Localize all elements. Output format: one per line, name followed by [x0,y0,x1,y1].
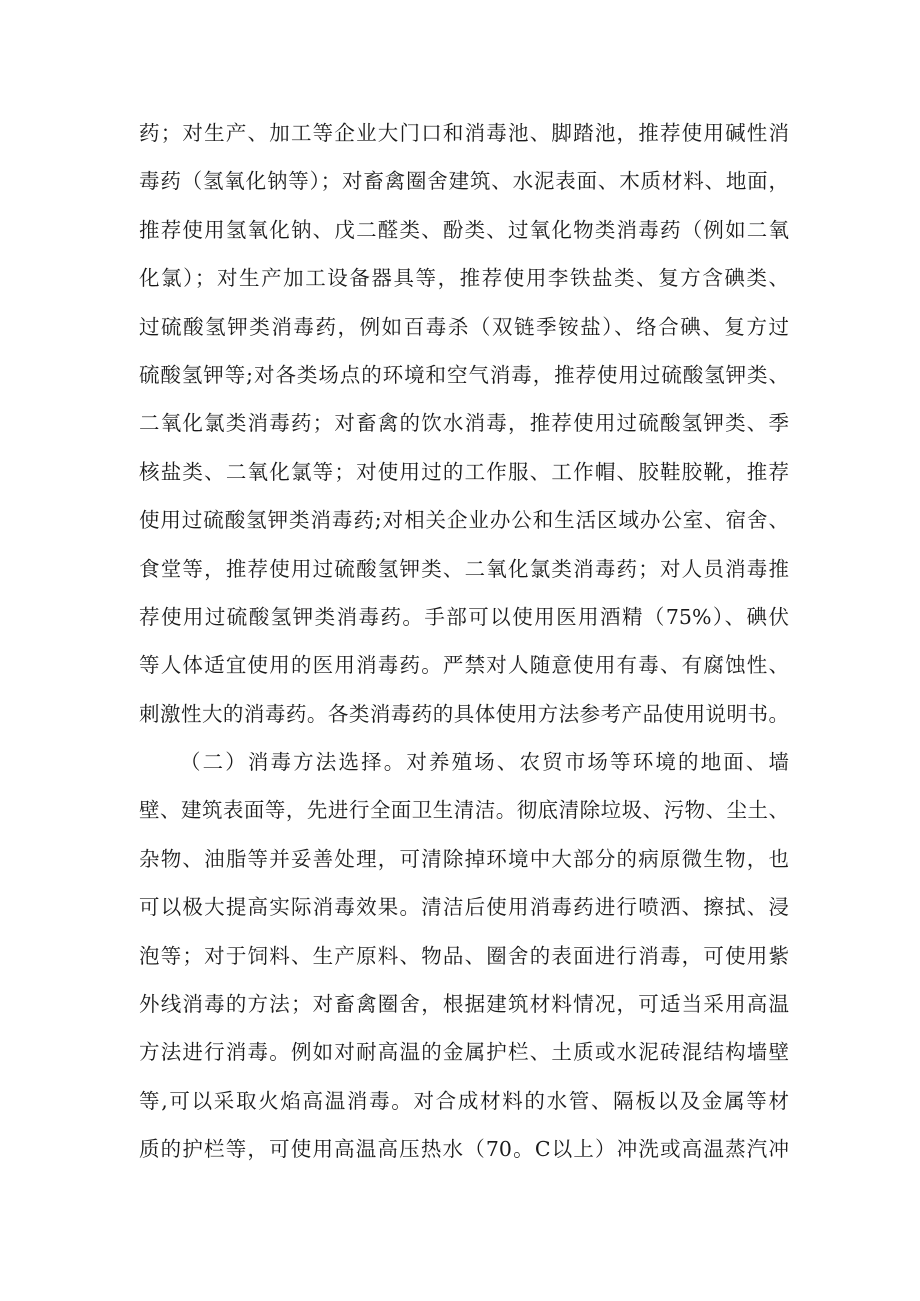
text-line: 过硫酸氢钾类消毒药，例如百毒杀（双链季铵盐）、络合碘、复方过 [139,314,789,339]
text-line: 核盐类、二氧化氯等；对使用过的工作服、工作帽、胶鞋胶靴，推荐 [139,459,789,484]
text-line: 化氯）；对生产加工设备器具等，推荐使用李铁盐类、复方含碘类、 [139,266,789,291]
text-line: 刺激性大的消毒药。各类消毒药的具体使用方法参考产品使用说明书。 [139,701,789,726]
text-line: 质的护栏等，可使用高温高压热水（70。C以上）冲洗或高温蒸汽冲 [139,1137,789,1162]
text-line: 毒药（氢氧化钠等）；对畜禽圈舍建筑、水泥表面、木质材料、地面， [139,169,789,194]
text-line: 药；对生产、加工等企业大门口和消毒池、脚踏池，推荐使用碱性消 [139,121,789,145]
text-line: 杂物、油脂等并妥善处理，可清除掉环境中大部分的病原微生物，也 [139,846,789,871]
text-line: 硫酸氢钾等;对各类场点的环境和空气消毒，推荐使用过硫酸氢钾类、 [139,362,789,387]
text-line: 方法进行消毒。例如对耐高温的金属护栏、土质或水泥砖混结构墙壁 [139,1040,789,1065]
paragraph-2 [139,738,789,1174]
text-line: 等,可以采取火焰高温消毒。对合成材料的水管、隔板以及金属等材 [139,1088,789,1113]
text-line: 二氧化氯类消毒药；对畜禽的饮水消毒，推荐使用过硫酸氢钾类、季 [139,411,789,436]
text-line: 壁、建筑表面等，先进行全面卫生清洁。彻底清除垃圾、污物、尘土、 [139,798,789,823]
text-line: 泡等；对于饲料、生产原料、物品、圈舍的表面进行消毒，可使用紫 [139,943,789,968]
text-line: 等人体适宜使用的医用消毒药。严禁对人随意使用有毒、有腐蚀性、 [139,653,789,678]
text-line: （二）消毒方法选择。对养殖场、农贸市场等环境的地面、墙 [180,750,789,775]
text-line: 可以极大提高实际消毒效果。清洁后使用消毒药进行喷洒、擦拭、浸 [139,895,789,920]
text-line: 荐使用过硫酸氢钾类消毒药。手部可以使用医用酒精（75%）、碘伏 [139,604,789,629]
body-text [139,109,789,1174]
text-line: 食堂等，推荐使用过硫酸氢钾类、二氧化氯类消毒药；对人员消毒推 [139,556,789,581]
text-line: 使用过硫酸氢钾类消毒药;对相关企业办公和生活区域办公室、宿舍、 [139,508,789,533]
text-line: 外线消毒的方法；对畜禽圈舍，根据建筑材料情况，可适当采用高温 [139,992,789,1017]
paragraph-1 [139,109,789,738]
text-line: 推荐使用氢氧化钠、戊二醛类、酚类、过氧化物类消毒药（例如二氧 [139,217,789,242]
